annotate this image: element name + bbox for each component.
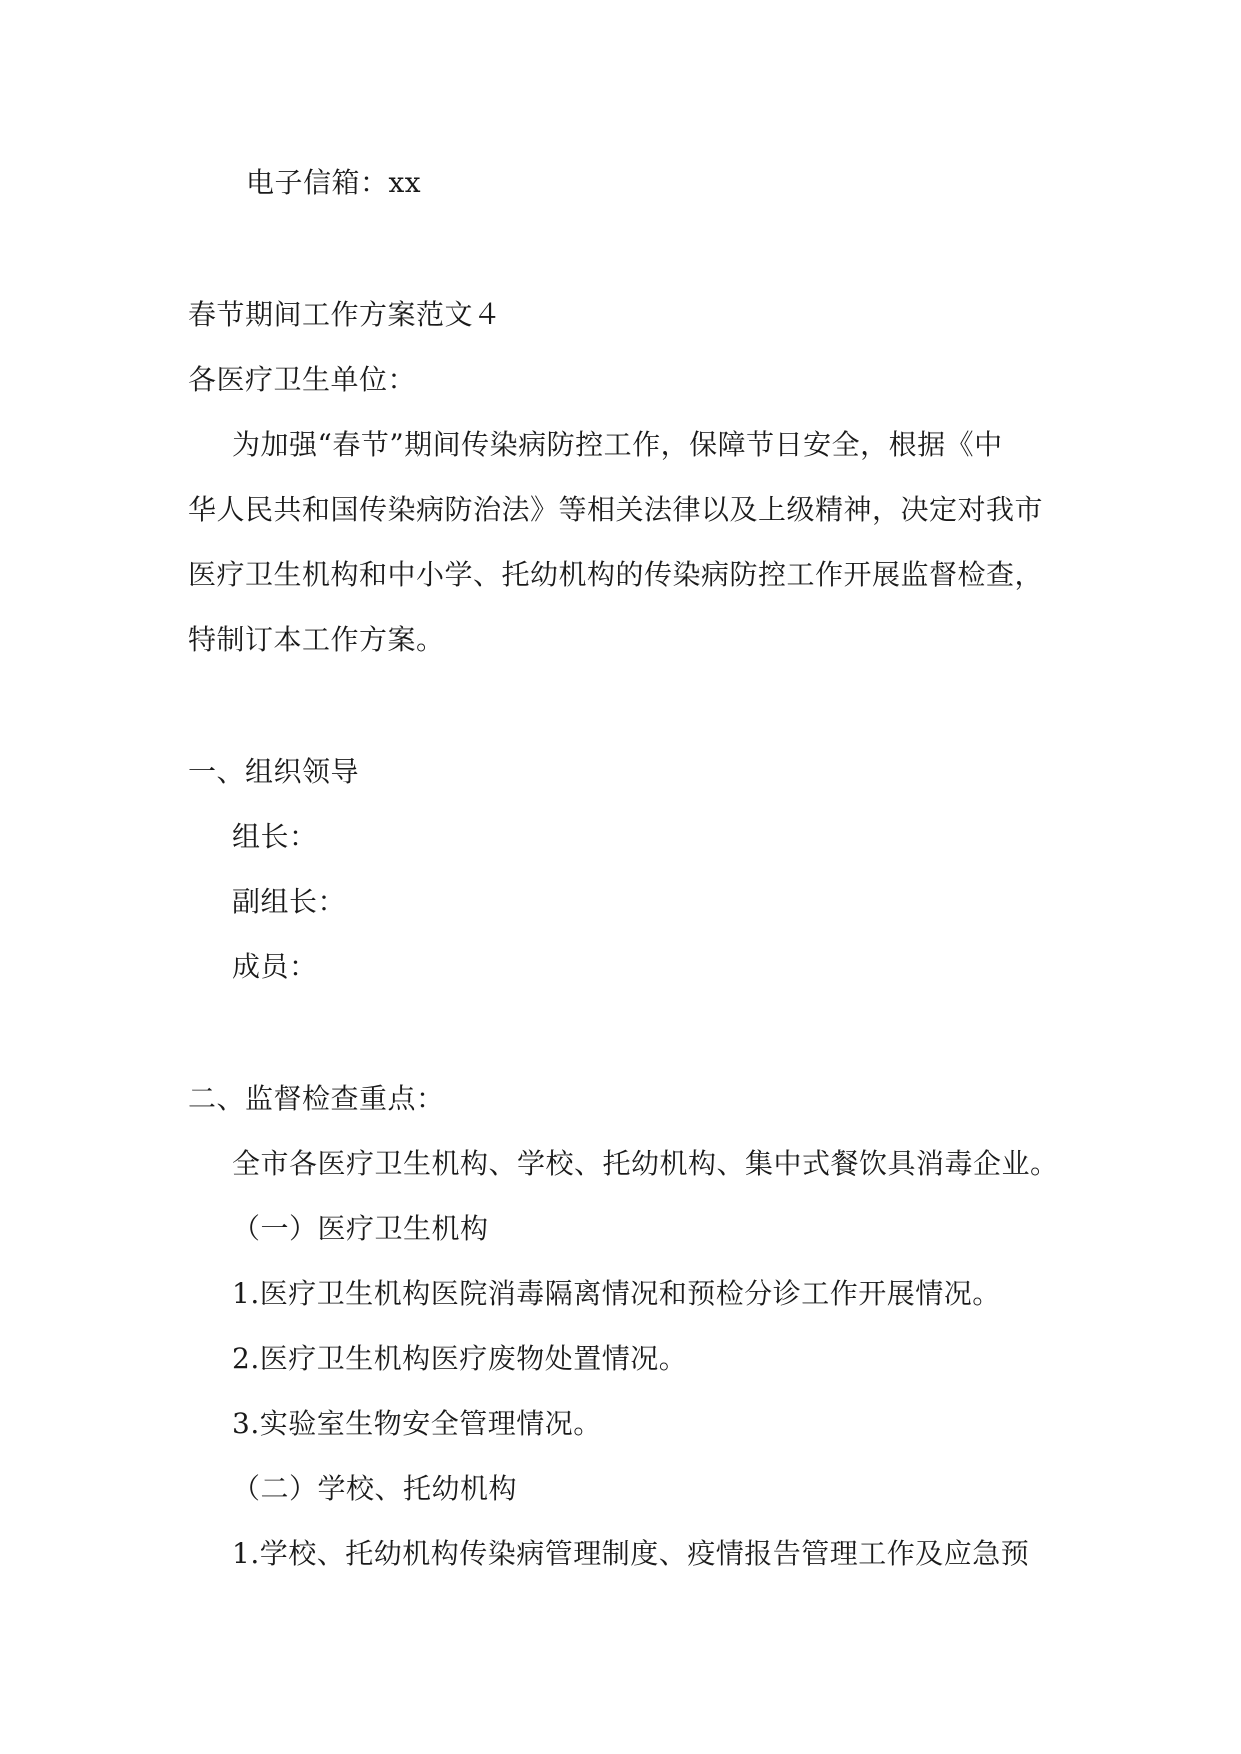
subsection1-item-2: 2.医疗卫生机构医疗废物处置情况。 — [232, 1342, 688, 1375]
section2-heading: 二、监督检查重点： — [188, 1082, 445, 1115]
intro-line-2: 华人民共和国传染病防治法》等相关法律以及上级精神，决定对我市 — [188, 493, 1044, 526]
section1-heading: 一、组织领导 — [188, 755, 360, 788]
leader-line: 组长： — [232, 820, 318, 853]
subsection2-heading: （二）学校、托幼机构 — [232, 1472, 518, 1505]
intro-line-4: 特制订本工作方案。 — [188, 623, 445, 656]
subsection2-item-1: 1.学校、托幼机构传染病管理制度、疫情报告管理工作及应急预 — [232, 1537, 1030, 1570]
scope-line: 全市各医疗卫生机构、学校、托幼机构、集中式餐饮具消毒企业。 — [232, 1147, 1059, 1180]
members-line: 成员： — [232, 950, 318, 983]
deputy-leader-line: 副组长： — [232, 885, 347, 918]
subsection1-heading: （一）医疗卫生机构 — [232, 1212, 489, 1245]
email-line: 电子信箱：xx — [246, 166, 422, 199]
document-title: 春节期间工作方案范文４ — [188, 298, 502, 331]
subsection1-item-3: 3.实验室生物安全管理情况。 — [232, 1407, 602, 1440]
intro-line-3: 医疗卫生机构和中小学、托幼机构的传染病防控工作开展监督检查， — [188, 558, 1044, 591]
salutation: 各医疗卫生单位： — [188, 363, 417, 396]
subsection1-item-1: 1.医疗卫生机构医院消毒隔离情况和预检分诊工作开展情况。 — [232, 1277, 1001, 1310]
intro-line-1: 为加强“春节”期间传染病防控工作，保障节日安全，根据《中 — [232, 428, 1003, 461]
